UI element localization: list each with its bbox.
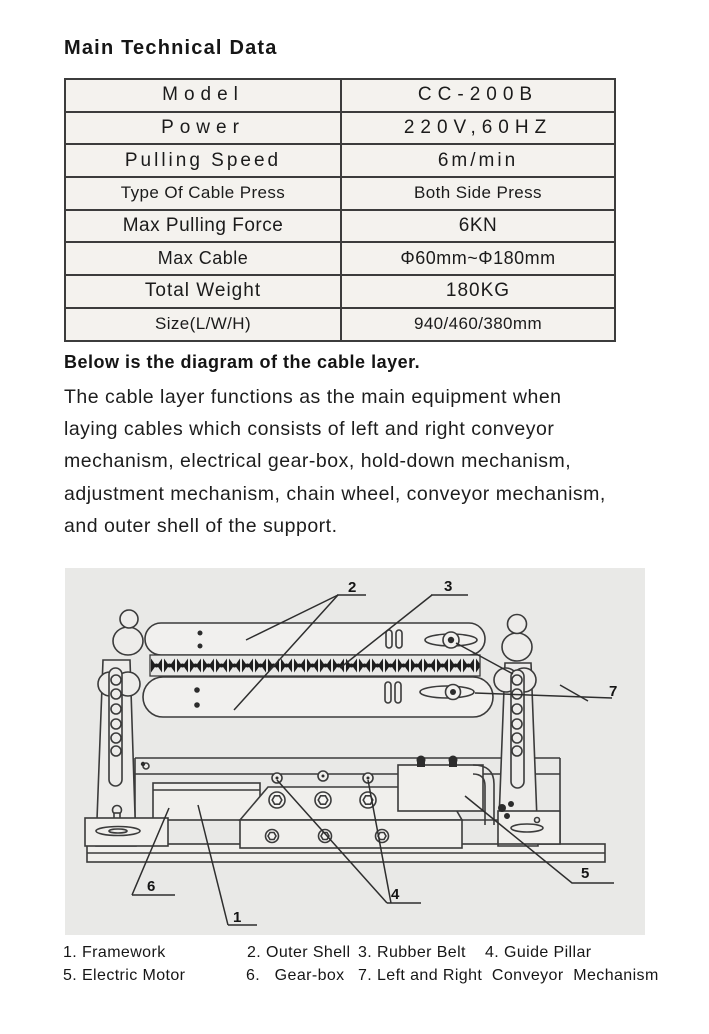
paragraph-line: and outer shell of the support. <box>64 514 338 537</box>
spec-value: 180KG <box>341 275 615 308</box>
table-row <box>65 275 615 308</box>
legend-item-outer-shell: 2. Outer Shell <box>247 944 351 961</box>
paragraph-line: The cable layer functions as the main equipment when <box>64 386 562 408</box>
table-row <box>65 112 615 145</box>
legend-item-electric-motor: 5. Electric Motor <box>63 967 186 984</box>
guide-pillar-right <box>494 615 560 847</box>
outer-shell-top <box>145 623 485 655</box>
spec-value: 6KN <box>341 210 615 243</box>
table-row <box>65 242 615 275</box>
callout-7: 7 <box>609 683 618 700</box>
spec-label: Max Pulling Force <box>65 210 341 243</box>
legend-item-framework: 1. Framework <box>63 944 166 961</box>
paragraph-line: laying cables which consists of left and right conveyor <box>64 418 555 441</box>
spec-label: Total Weight <box>65 275 341 308</box>
rubber-belt <box>150 655 480 676</box>
outer-shell-bottom <box>143 677 493 717</box>
callout-4: 4 <box>391 886 400 903</box>
callout-1: 1 <box>233 909 242 926</box>
table-row <box>65 79 615 112</box>
table-row <box>65 308 615 341</box>
spec-value: Φ60mm~Φ180mm <box>341 242 615 275</box>
page-title: Main Technical Data <box>64 37 278 59</box>
legend-item-guide-pillar: 4. Guide Pillar <box>485 944 592 961</box>
legend-item-gear-box: 6. Gear-box <box>246 967 345 984</box>
legend-item-conveyor-mechanism: 7. Left and Right Conveyor Mechanism <box>358 967 659 984</box>
spec-value: 6m/min <box>341 144 615 177</box>
spec-label: Model <box>65 79 341 112</box>
spec-label: Power <box>65 112 341 145</box>
spec-value: CC-200B <box>341 79 615 112</box>
paragraph-line: adjustment mechanism, chain wheel, conveyor mechanism, <box>64 482 606 505</box>
callout-2: 2 <box>348 579 357 596</box>
section-heading: Below is the diagram of the cable layer. <box>64 352 421 372</box>
spec-value: Both Side Press <box>341 177 615 210</box>
spec-value: 940/460/380mm <box>341 308 615 341</box>
spec-label: Type Of Cable Press <box>65 177 341 210</box>
paragraph-line: mechanism, electrical gear-box, hold-down mechanism, <box>64 450 572 473</box>
callout-3: 3 <box>444 578 453 595</box>
spec-value: 220V,60HZ <box>341 112 615 145</box>
spec-label: Max Cable <box>65 242 341 275</box>
table-row <box>65 144 615 177</box>
spec-table <box>64 78 616 342</box>
cable-layer-diagram <box>65 568 645 935</box>
table-row <box>65 210 615 243</box>
callout-5: 5 <box>581 865 590 882</box>
spec-label: Size(L/W/H) <box>65 308 341 341</box>
callout-6: 6 <box>147 878 156 895</box>
legend-item-rubber-belt: 3. Rubber Belt <box>358 944 466 961</box>
table-row <box>65 177 615 210</box>
section-paragraph <box>64 381 684 542</box>
spec-label: Pulling Speed <box>65 144 341 177</box>
